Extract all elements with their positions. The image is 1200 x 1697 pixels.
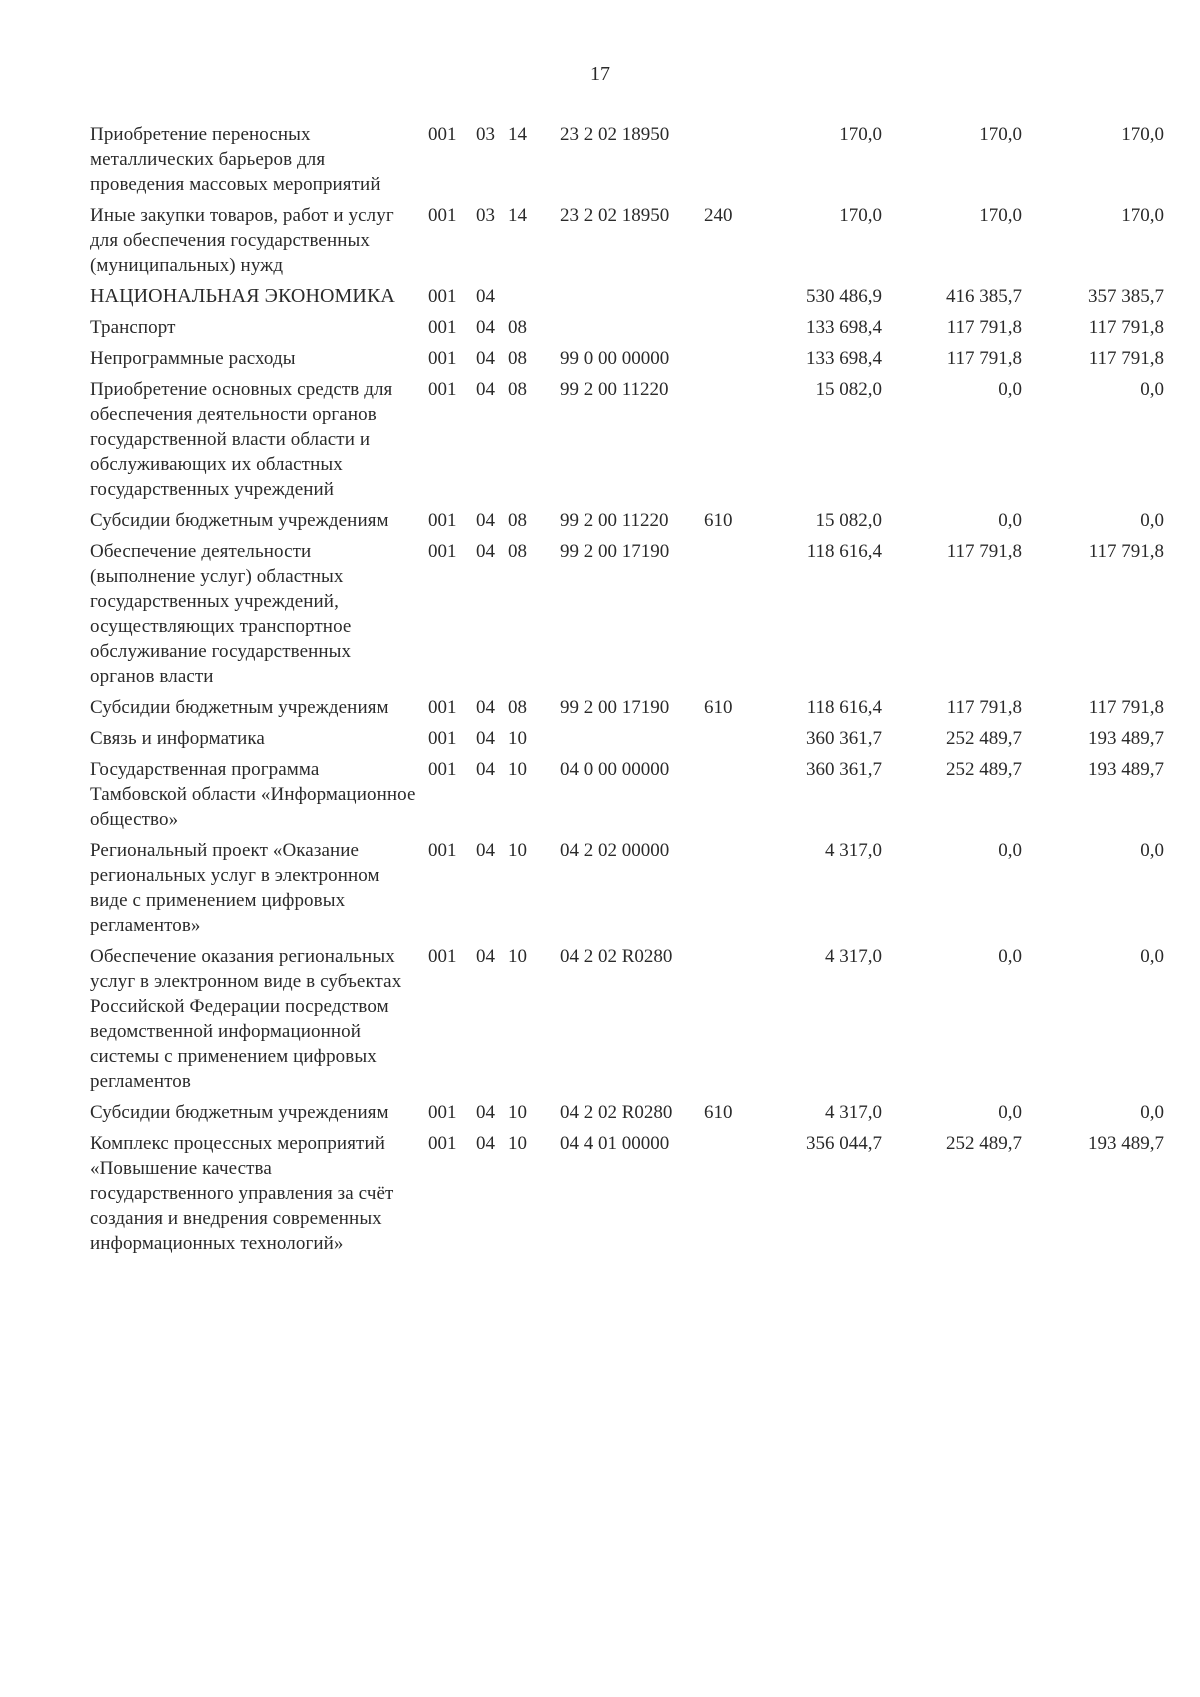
ministry-code: 001 <box>428 946 457 967</box>
subsection-code: 10 <box>508 840 527 861</box>
subsection-code: 08 <box>508 541 527 562</box>
page-number: 17 <box>590 63 610 85</box>
ministry-code: 001 <box>428 1133 457 1154</box>
amount-year-3: 193 489,7 <box>1088 728 1164 749</box>
section-code: 04 <box>476 286 495 307</box>
section-code: 04 <box>476 348 495 369</box>
amount-year-3: 193 489,7 <box>1088 1133 1164 1154</box>
ministry-code: 001 <box>428 510 457 531</box>
amount-year-2: 252 489,7 <box>946 759 1022 780</box>
subsection-code: 14 <box>508 124 527 145</box>
target-article-code: 23 2 02 18950 <box>560 205 670 226</box>
amount-year-3: 117 791,8 <box>1088 348 1164 369</box>
section-code: 04 <box>476 946 495 967</box>
amount-year-2: 0,0 <box>998 840 1022 861</box>
table-row <box>0 1100 1200 1125</box>
expense-name: Обеспечение деятельности (выполнение услуг) областных государственных учреждений, осуществляющих транспортное обслуживание государственных органов власти <box>90 541 352 687</box>
expense-name: НАЦИОНАЛЬНАЯ ЭКОНОМИКА <box>90 285 395 307</box>
section-code: 04 <box>476 697 495 718</box>
expense-name: Приобретение основных средств для обеспечения деятельности органов государственной власти области и обслуживающих их областных государственных учреждений <box>90 379 393 500</box>
table-row <box>0 539 1200 689</box>
ministry-code: 001 <box>428 348 457 369</box>
table-row <box>0 757 1200 832</box>
target-article-code: 04 4 01 00000 <box>560 1133 670 1154</box>
target-article-code: 04 2 02 R0280 <box>560 1102 673 1123</box>
expense-name: Обеспечение оказания региональных услуг в электронном виде в субъектах Российской Федерации посредством ведомственной информационной системы с применением цифровых регламентов <box>90 946 402 1092</box>
amount-year-2: 0,0 <box>998 379 1022 400</box>
subsection-code: 10 <box>508 1133 527 1154</box>
ministry-code: 001 <box>428 205 457 226</box>
target-article-code: 04 2 02 R0280 <box>560 946 673 967</box>
budget-table <box>0 122 1200 1256</box>
amount-year-1: 133 698,4 <box>806 348 882 369</box>
ministry-code: 001 <box>428 317 457 338</box>
subsection-code: 08 <box>508 317 527 338</box>
table-row <box>0 315 1200 340</box>
table-row <box>0 284 1200 309</box>
section-code: 04 <box>476 840 495 861</box>
target-article-code: 99 2 00 17190 <box>560 541 670 562</box>
amount-year-2: 117 791,8 <box>946 697 1022 718</box>
section-code: 03 <box>476 124 495 145</box>
subsection-code: 14 <box>508 205 527 226</box>
amount-year-3: 0,0 <box>1140 510 1164 531</box>
amount-year-2: 0,0 <box>998 1102 1022 1123</box>
ministry-code: 001 <box>428 728 457 749</box>
expense-type-code: 610 <box>704 697 733 718</box>
target-article-code: 99 2 00 11220 <box>560 379 669 400</box>
amount-year-3: 357 385,7 <box>1088 286 1164 307</box>
table-row <box>0 122 1200 197</box>
section-code: 04 <box>476 510 495 531</box>
subsection-code: 08 <box>508 510 527 531</box>
amount-year-2: 117 791,8 <box>946 348 1022 369</box>
table-row <box>0 944 1200 1094</box>
amount-year-3: 0,0 <box>1140 946 1164 967</box>
amount-year-2: 252 489,7 <box>946 728 1022 749</box>
amount-year-3: 0,0 <box>1140 379 1164 400</box>
amount-year-1: 4 317,0 <box>825 946 882 967</box>
subsection-code: 08 <box>508 697 527 718</box>
ministry-code: 001 <box>428 286 457 307</box>
amount-year-2: 117 791,8 <box>946 541 1022 562</box>
amount-year-1: 118 616,4 <box>806 541 882 562</box>
expense-type-code: 610 <box>704 1102 733 1123</box>
amount-year-3: 170,0 <box>1121 205 1164 226</box>
amount-year-3: 193 489,7 <box>1088 759 1164 780</box>
subsection-code: 10 <box>508 1102 527 1123</box>
amount-year-3: 117 791,8 <box>1088 317 1164 338</box>
target-article-code: 99 2 00 17190 <box>560 697 670 718</box>
amount-year-2: 117 791,8 <box>946 317 1022 338</box>
expense-name: Приобретение переносных металлических барьеров для проведения массовых мероприятий <box>90 124 381 195</box>
table-row <box>0 346 1200 371</box>
target-article-code: 04 0 00 00000 <box>560 759 670 780</box>
expense-name: Субсидии бюджетным учреждениям <box>90 1102 389 1123</box>
amount-year-1: 360 361,7 <box>806 759 882 780</box>
section-code: 04 <box>476 317 495 338</box>
ministry-code: 001 <box>428 541 457 562</box>
subsection-code: 08 <box>508 348 527 369</box>
ministry-code: 001 <box>428 379 457 400</box>
ministry-code: 001 <box>428 840 457 861</box>
section-code: 03 <box>476 205 495 226</box>
expense-name: Иные закупки товаров, работ и услуг для обеспечения государственных (муниципальных) нужд <box>90 205 394 276</box>
section-code: 04 <box>476 379 495 400</box>
amount-year-1: 360 361,7 <box>806 728 882 749</box>
target-article-code: 99 0 00 00000 <box>560 348 670 369</box>
expense-name: Государственная программа Тамбовской области «Информационное общество» <box>90 759 416 830</box>
amount-year-1: 170,0 <box>839 205 882 226</box>
expense-type-code: 610 <box>704 510 733 531</box>
section-code: 04 <box>476 759 495 780</box>
expense-name: Непрограммные расходы <box>90 348 296 369</box>
amount-year-1: 15 082,0 <box>815 510 882 531</box>
expense-type-code: 240 <box>704 205 733 226</box>
amount-year-3: 170,0 <box>1121 124 1164 145</box>
target-article-code: 23 2 02 18950 <box>560 124 670 145</box>
expense-name: Комплекс процессных мероприятий «Повышение качества государственного управления за счёт создания и внедрения современных информационных технологий» <box>90 1133 394 1254</box>
subsection-code: 10 <box>508 728 527 749</box>
amount-year-1: 118 616,4 <box>806 697 882 718</box>
expense-name: Субсидии бюджетным учреждениям <box>90 697 389 718</box>
ministry-code: 001 <box>428 759 457 780</box>
amount-year-3: 0,0 <box>1140 1102 1164 1123</box>
expense-name: Связь и информатика <box>90 728 265 749</box>
amount-year-2: 170,0 <box>979 205 1022 226</box>
amount-year-3: 0,0 <box>1140 840 1164 861</box>
amount-year-1: 356 044,7 <box>806 1133 882 1154</box>
target-article-code: 04 2 02 00000 <box>560 840 670 861</box>
amount-year-1: 4 317,0 <box>825 840 882 861</box>
amount-year-1: 133 698,4 <box>806 317 882 338</box>
subsection-code: 10 <box>508 759 527 780</box>
amount-year-1: 170,0 <box>839 124 882 145</box>
amount-year-3: 117 791,8 <box>1088 697 1164 718</box>
section-code: 04 <box>476 541 495 562</box>
table-row <box>0 838 1200 938</box>
section-code: 04 <box>476 1133 495 1154</box>
ministry-code: 001 <box>428 1102 457 1123</box>
target-article-code: 99 2 00 11220 <box>560 510 669 531</box>
amount-year-2: 416 385,7 <box>946 286 1022 307</box>
amount-year-1: 530 486,9 <box>806 286 882 307</box>
amount-year-2: 0,0 <box>998 510 1022 531</box>
amount-year-3: 117 791,8 <box>1088 541 1164 562</box>
amount-year-2: 0,0 <box>998 946 1022 967</box>
amount-year-2: 252 489,7 <box>946 1133 1022 1154</box>
section-code: 04 <box>476 728 495 749</box>
table-row <box>0 203 1200 278</box>
expense-name: Транспорт <box>90 317 176 338</box>
amount-year-1: 4 317,0 <box>825 1102 882 1123</box>
expense-name: Субсидии бюджетным учреждениям <box>90 510 389 531</box>
ministry-code: 001 <box>428 124 457 145</box>
section-code: 04 <box>476 1102 495 1123</box>
table-row <box>0 726 1200 751</box>
subsection-code: 10 <box>508 946 527 967</box>
subsection-code: 08 <box>508 379 527 400</box>
amount-year-2: 170,0 <box>979 124 1022 145</box>
expense-name: Региональный проект «Оказание региональных услуг в электронном виде с применением цифровых регламентов» <box>90 840 380 936</box>
table-row <box>0 1131 1200 1256</box>
table-row <box>0 377 1200 502</box>
ministry-code: 001 <box>428 697 457 718</box>
table-row <box>0 508 1200 533</box>
table-row <box>0 695 1200 720</box>
amount-year-1: 15 082,0 <box>815 379 882 400</box>
